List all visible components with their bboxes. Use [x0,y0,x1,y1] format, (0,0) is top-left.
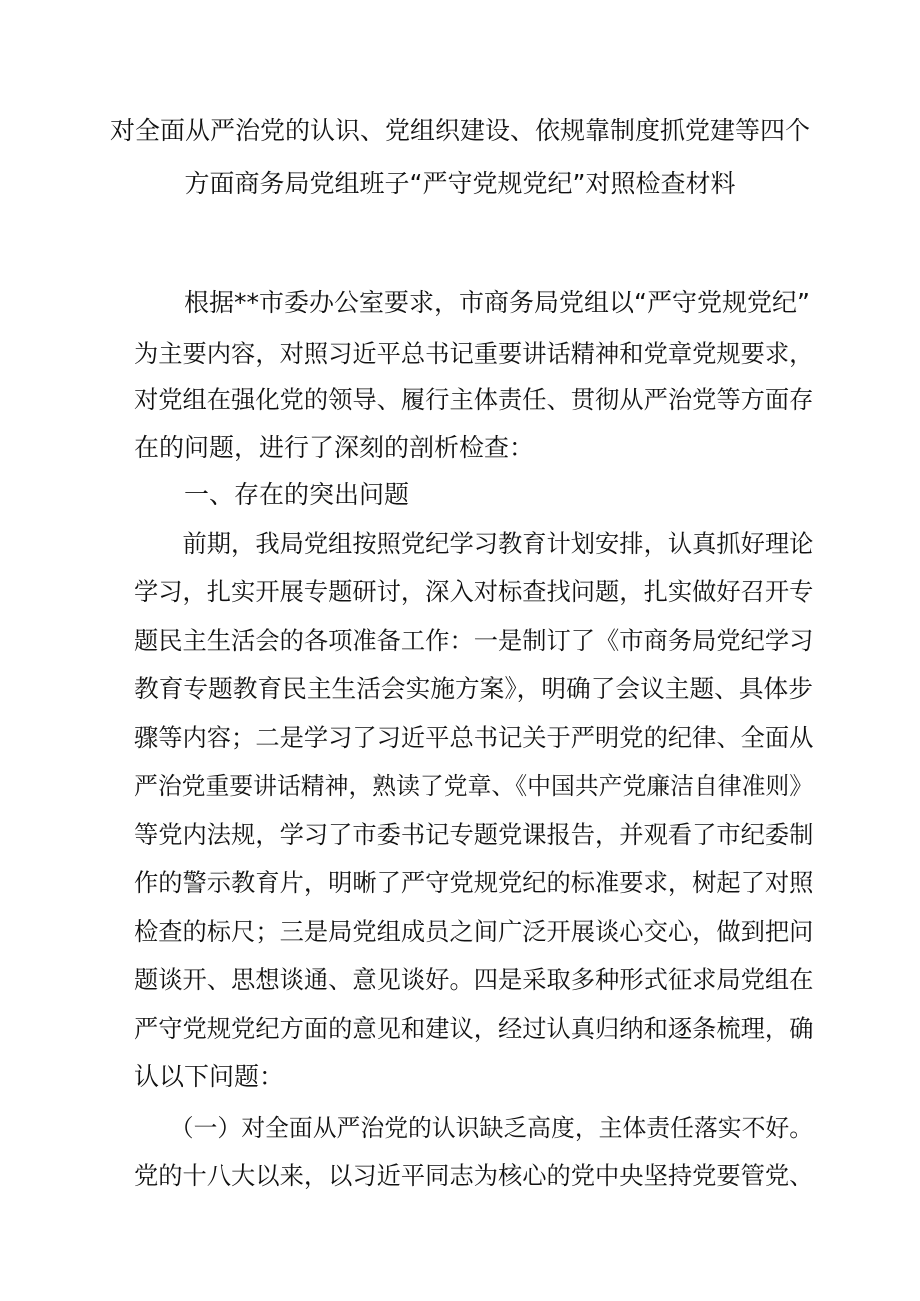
subsection-heading: （一）对全面从严治党的认识缺乏高度，主体责任落实不好。 [134,1114,814,1142]
document-title-line-1: 对全面从严治党的认识、党组织建设、依规靠制度抓党建等四个 [110,116,811,145]
body-line: 严治党重要讲话精神，熟读了党章、《中国共产党廉洁自律准则》 [134,772,814,800]
body-line: 教育专题教育民主生活会实施方案》，明确了会议主题、具体步 [134,674,813,703]
body-line: 根据**市委办公室要求，市商务局党组以“严守党规党纪” [134,288,810,317]
body-line: 检查的标尺；三是局党组成员之间广泛开展谈心交心，做到把问 [134,917,814,946]
body-line: 作的警示教育片，明晰了严守党规党纪的标准要求，树起了对照 [134,868,814,897]
body-line: 题谈开、思想谈通、意见谈好。四是采取多种形式征求局党组在 [134,965,814,994]
body-line: 等党内法规，学习了市委书记专题党课报告，并观看了市纪委制 [134,820,814,849]
body-line: 严守党规党纪方面的意见和建议，经过认真归纳和逐条梳理，确 [134,1014,814,1043]
body-line: 前期，我局党组按照党纪学习教育计划安排，认真抓好理论 [134,529,814,558]
body-line: 题民主生活会的各项准备工作：一是制订了《市商务局党纪学习 [134,626,814,655]
body-line: 党的十八大以来，以习近平同志为核心的党中央坚持党要管党、 [134,1161,814,1190]
body-line: 认以下问题： [134,1062,285,1091]
body-line: 在的问题，进行了深刻的剖析检查： [134,433,535,462]
body-line: 为主要内容，对照习近平总书记重要讲话精神和党章党规要求， [134,339,814,368]
body-line: 骤等内容；二是学习了习近平总书记关于严明党的纪律、全面从 [134,723,814,752]
body-line: 对党组在强化党的领导、履行主体责任、贯彻从严治党等方面存 [134,385,814,414]
body-line: 学习，扎实开展专题研讨，深入对标查找问题，扎实做好召开专 [134,577,814,606]
section-heading: 一、存在的突出问题 [134,480,410,509]
document-title-line-2: 方面商务局党组班子“严守党规党纪”对照检查材料 [184,169,736,198]
